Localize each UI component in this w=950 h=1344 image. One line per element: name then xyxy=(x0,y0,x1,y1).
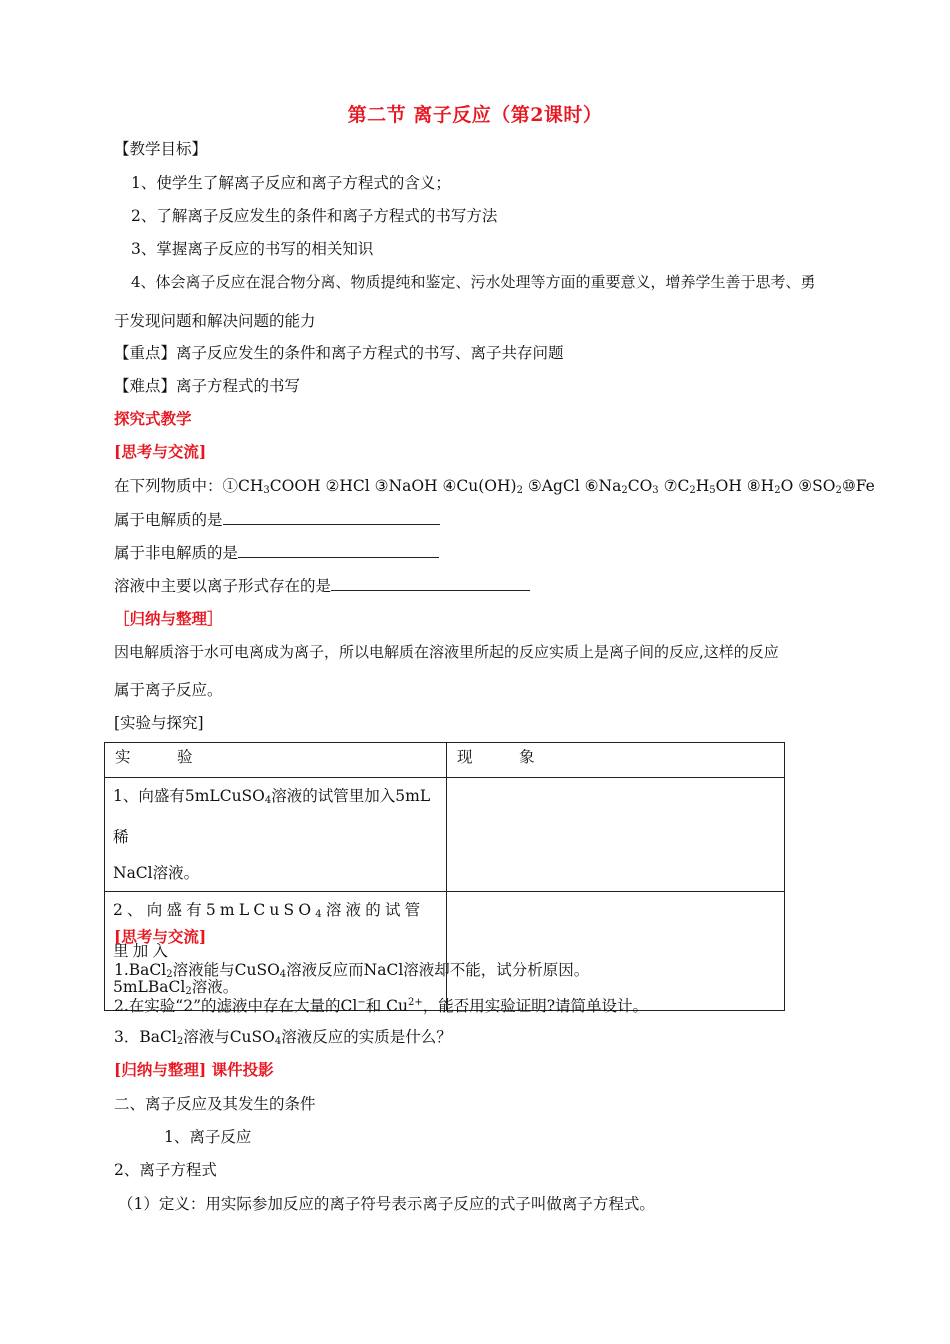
experiment-cell xyxy=(105,778,447,892)
paragraph-line: 因电解质溶于水可电离成为离子，所以电解质在溶液里所起的反应实质上是离子间的反应,这样的反应 xyxy=(114,643,779,661)
outline-subheading: 1、离子反应 xyxy=(164,1128,252,1146)
cell-text-line: 2、向盛有5mLCuSO$_4$溶液的试管里加入 xyxy=(113,901,425,960)
question-electrolyte xyxy=(114,509,440,530)
objective-item: 4、体会离子反应在混合物分离、物质提纯和鉴定、污水处理等方面的重要意义，增养学生善于思考、勇 xyxy=(131,273,816,291)
paragraph-line: 属于离子反应。 xyxy=(114,681,223,699)
key-point: 【重点】离子反应发生的条件和离子方程式的书写、离子共存问题 xyxy=(114,344,564,362)
objective-item: 于发现问题和解决问题的能力 xyxy=(114,312,316,330)
definition-text: （1）定义：用实际参加反应的离子符号表示离子反应的式子叫做离子方程式。 xyxy=(118,1195,655,1213)
section-heading: [归纳与整理] 课件投影 xyxy=(114,1060,274,1079)
question-item: 2.在实验“2”的滤液中存在大量的Cl−和 $Cu^{2+}$，能否用实验证明?请简单设计。 xyxy=(114,997,649,1016)
objective-item: 2、了解离子反应发生的条件和离子方程式的书写方法 xyxy=(131,207,498,225)
difficulty: 【难点】离子方程式的书写 xyxy=(114,377,301,395)
substance-list: 在下列物质中：$①CH_3COOH$ ②HCl ③NaOH $④Cu(OH)_2$ ⑤AgCl $⑥Na_2CO_3$ $⑦C_2H_5OH$ $⑧H_2O$ $⑨SO_2⑩Fe$ xyxy=(114,477,875,496)
outline-heading: 二、离子反应及其发生的条件 xyxy=(114,1095,316,1113)
question-label: 属于电解质的是 xyxy=(114,511,223,529)
table-header-row xyxy=(105,743,785,778)
outline-subheading: 2、离子方程式 xyxy=(114,1161,217,1179)
cell-text-line: NaCl溶液。 xyxy=(113,864,200,882)
section-heading: ［归纳与整理］ xyxy=(114,609,223,628)
question-label: 溶液中主要以离子形式存在的是 xyxy=(114,577,332,595)
question-ionic xyxy=(114,575,530,596)
page-title: 第二节 离子反应（第2课时） xyxy=(347,104,603,126)
phenomenon-cell[interactable] xyxy=(447,778,785,892)
cell-text-line: 5mLBaCl$_2$溶液。 xyxy=(113,978,239,997)
header-cell-experiment xyxy=(105,743,447,778)
table-row xyxy=(105,778,785,892)
question-nonelectrolyte xyxy=(114,542,439,563)
section-heading: [思考与交流] xyxy=(114,442,207,461)
question-item: 1.BaCl$_2$溶液能与CuSO$_4$溶液反应而NaCl溶液却不能，试分析原因。 xyxy=(114,961,590,980)
objective-item: 1、使学生了解离子反应和离子方程式的含义； xyxy=(131,174,451,192)
header-cell-phenomenon xyxy=(447,743,785,778)
header-text: 实 验 xyxy=(115,748,193,766)
objective-item: 3、掌握离子反应的书写的相关知识 xyxy=(131,240,374,258)
experiment-heading: [实验与探究] xyxy=(114,714,204,732)
section-heading: [思考与交流] xyxy=(114,927,207,946)
teaching-method: 探究式教学 xyxy=(114,409,192,428)
answer-blank[interactable] xyxy=(238,542,439,558)
answer-blank[interactable] xyxy=(223,509,440,525)
header-text: 现 象 xyxy=(457,748,535,766)
cell-text-line: 1、向盛有5mLCuSO$_4$溶液的试管里加入5mL稀 xyxy=(113,787,431,846)
answer-blank[interactable] xyxy=(331,575,530,591)
question-label: 属于非电解质的是 xyxy=(114,544,239,562)
question-item: 3．BaCl$_2$溶液与CuSO$_4$溶液反应的实质是什么？ xyxy=(114,1028,452,1047)
objectives-heading: 【教学目标】 xyxy=(114,140,208,158)
